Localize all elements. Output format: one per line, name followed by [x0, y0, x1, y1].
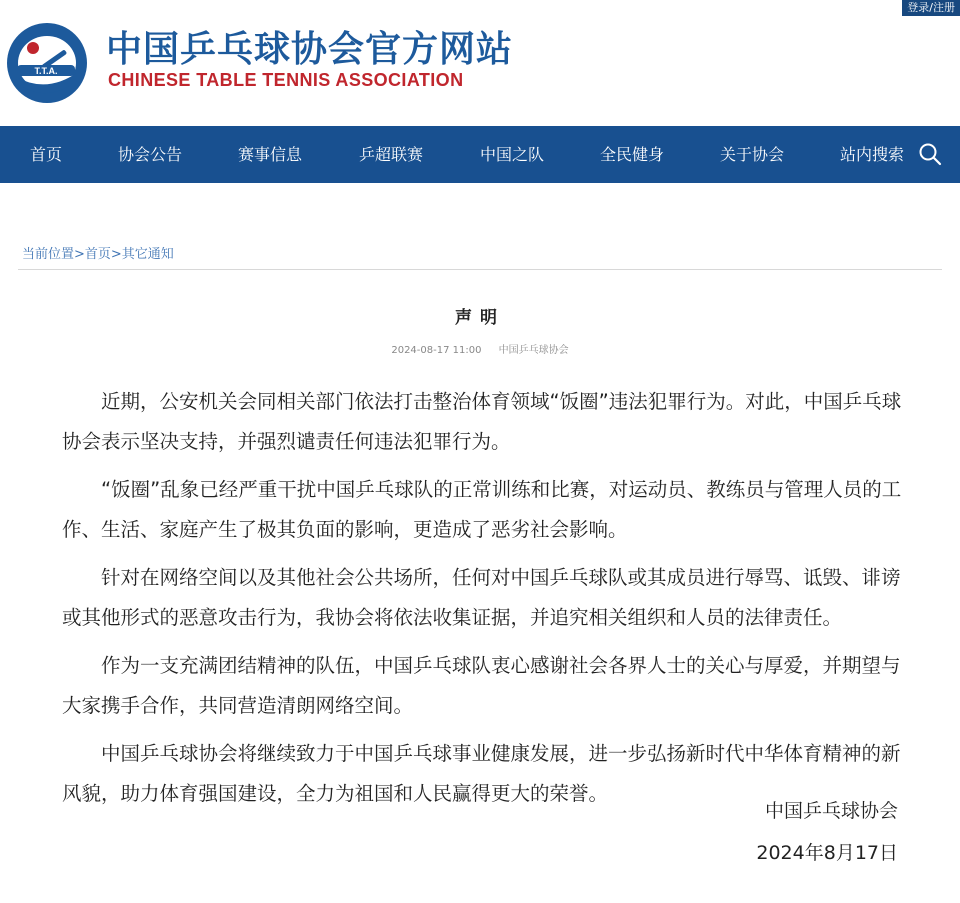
nav-item-about[interactable]: 关于协会: [720, 145, 785, 164]
nav-item-announcements[interactable]: 协会公告: [118, 145, 183, 164]
article-meta: [0, 343, 960, 359]
breadcrumb[interactable]: 当前位置>首页>其它通知: [22, 247, 174, 262]
search-icon[interactable]: [918, 142, 942, 166]
signature-organization: 中国乒乓球协会: [764, 800, 898, 822]
article-title: 声明: [455, 308, 505, 328]
article-body: [62, 382, 902, 822]
nav-item-super-league[interactable]: 乒超联赛: [359, 145, 424, 164]
nav-item-home[interactable]: 首页: [30, 145, 63, 164]
nav-item-fitness[interactable]: 全民健身: [600, 145, 665, 164]
article-source: 中国乒乓球协会: [498, 345, 569, 356]
article-paragraph: “饭圈”乱象已经严重干扰中国乒乓球队的正常训练和比赛，对运动员、教练员与管理人员的工作、生活、家庭产生了极其负面的影响，更造成了恶劣社会影响。: [62, 478, 902, 541]
signature-date: 2024年8月17日: [756, 842, 898, 864]
site-header: [0, 0, 960, 126]
article-paragraph: 中国乒乓球协会将继续致力于中国乒乓球事业健康发展，进一步弘扬新时代中华体育精神的新风貌，助力体育强国建设，全力为祖国和人民赢得更大的荣誉。: [62, 742, 901, 805]
divider: [18, 269, 942, 270]
nav-item-events[interactable]: 赛事信息: [238, 145, 303, 164]
article-paragraph: 针对在网络空间以及其他社会公共场所，任何对中国乒乓球队或其成员进行辱骂、诋毁、诽谤或其他形式的恶意攻击行为，我协会将依法收集证据，并追究相关组织和人员的法律责任。: [62, 566, 901, 629]
nav-item-national-team[interactable]: 中国之队: [480, 145, 545, 164]
site-title-english: CHINESE TABLE TENNIS ASSOCIATION: [108, 70, 464, 90]
logo-badge-text: T.T.A.: [34, 66, 58, 76]
login-register-link[interactable]: 登录/注册: [902, 0, 960, 16]
article-date: 2024-08-17 11:00: [391, 345, 482, 356]
article-paragraph: 作为一支充满团结精神的队伍，中国乒乓球队衷心感谢社会各界人士的关心与厚爱，并期望与大家携手合作，共同营造清朗网络空间。: [62, 654, 901, 717]
association-logo[interactable]: [2, 20, 92, 106]
site-title: 中国乒乓球协会官方网站: [106, 29, 514, 70]
nav-item-site-search[interactable]: 站内搜索: [840, 145, 905, 164]
main-nav: [0, 126, 960, 183]
article-paragraph: 近期，公安机关会同相关部门依法打击整治体育领域“饭圈”违法犯罪行为。对此，中国乒乓球协会表示坚决支持，并强烈谴责任何违法犯罪行为。: [62, 390, 902, 453]
